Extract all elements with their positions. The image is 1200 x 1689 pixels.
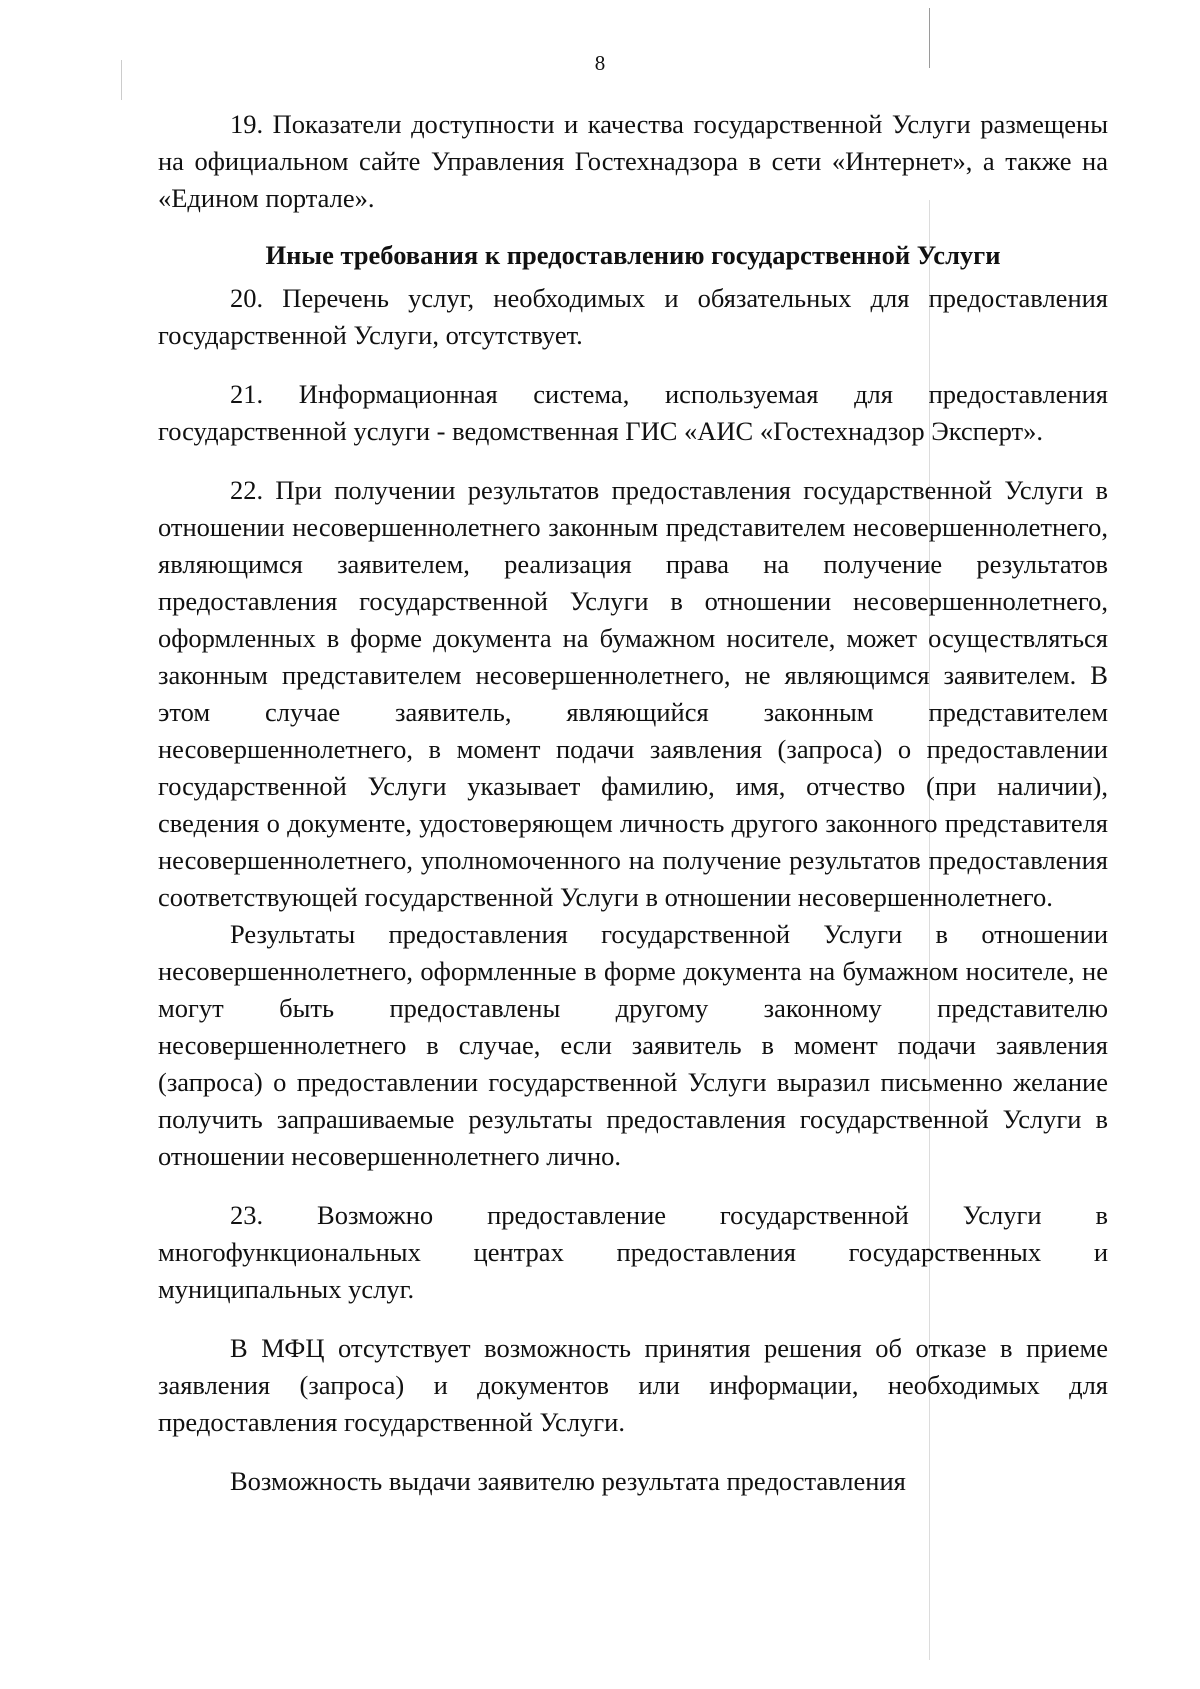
document-body [158,106,1108,1500]
paragraph-21: 21. Информационная система, используемая для предоставления государственной услуги - ведомственная ГИС «АИС «Гостехнадзор Эксперт». [158,379,1108,446]
paragraph-22-continuation: Результаты предоставления государственной Услуги в отношении несовершеннолетнего, оформленные в форме документа на бумажном носителе, не могут быть предоставлены другому законному представителю несовершеннолетнего в случае, если заявитель в момент подачи заявления (запроса) о предоставлении государственной Услуги выразил письменно желание получить запрашиваемые результаты предоставления государственной Услуги в отношении несовершеннолетнего лично. [158,919,1108,1171]
page-number: 8 [594,51,606,75]
section-heading: Иные требования к предоставлению государственной Услуги [265,240,1001,270]
paragraph-mfc-refusal: В МФЦ отсутствует возможность принятия решения об отказе в приеме заявления (запроса) и документов или информации, необходимых для предоставления государственной Услуги. [158,1333,1108,1437]
paragraph-result-issuance: Возможность выдачи заявителю результата предоставления [230,1466,906,1496]
paragraph-20: 20. Перечень услуг, необходимых и обязательных для предоставления государственной Услуги, отсутствует. [158,283,1108,350]
paragraph-19: 19. Показатели доступности и качества государственной Услуги размещены на официальном сайте Управления Гостехнадзора в сети «Интернет», а также на «Едином портале». [158,109,1108,213]
paragraph-23: 23. Возможно предоставление государственной Услуги в многофункциональных центрах предоставления государственных и муниципальных услуг. [158,1200,1108,1304]
paragraph-22: 22. При получении результатов предоставления государственной Услуги в отношении несовершеннолетнего законным представителем несовершеннолетнего, являющимся заявителем, реализация права на получение результатов предоставления государственной Услуги в отношении несовершеннолетнего, оформленных в форме документа на бумажном носителе, может осуществляться законным представителем несовершеннолетнего, не являющимся заявителем. В этом случае заявитель, являющийся законным представителем несовершеннолетнего, в момент подачи заявления (запроса) о предоставлении государственной Услуги указывает фамилию, имя, отчество (при наличии), сведения о документе, удостоверяющем личность другого законного представителя несовершеннолетнего, уполномоченного на получение результатов предоставления соответствующей государственной Услуги в отношении несовершеннолетнего. [158,475,1108,912]
